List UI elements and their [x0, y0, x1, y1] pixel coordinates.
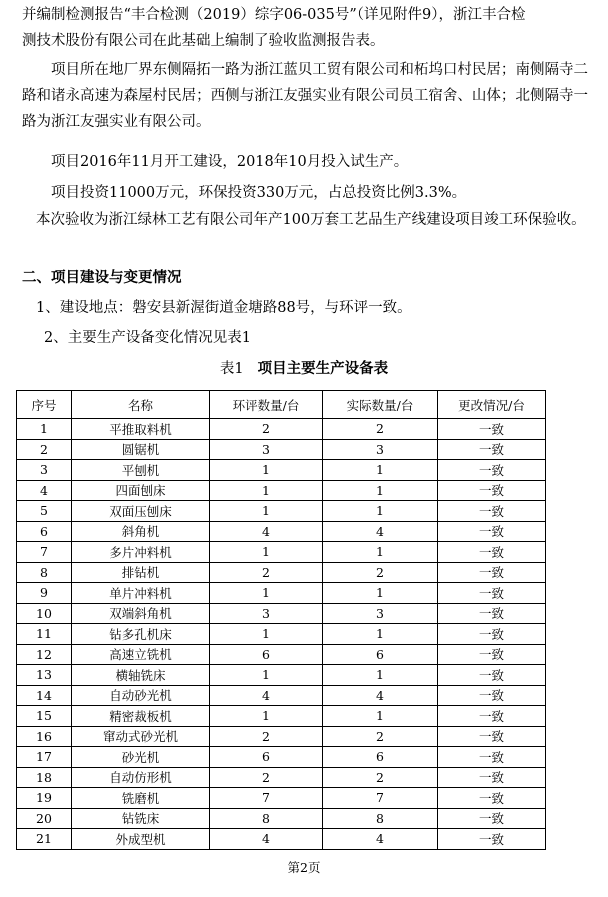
cell-index: 9: [17, 583, 72, 604]
table-row: [17, 808, 546, 829]
table-row: [17, 788, 546, 809]
cell-eia-qty: 4: [210, 829, 323, 850]
header-index: 序号: [17, 391, 72, 419]
cell-eia-qty: 1: [210, 665, 323, 686]
paragraph-investment: 项目投资11000万元，环保投资330万元，占总投资比例3.3%。: [51, 185, 467, 201]
cell-actual-qty: 1: [323, 460, 438, 481]
cell-change: 一致: [438, 808, 546, 829]
table-row: [17, 624, 546, 645]
cell-index: 3: [17, 460, 72, 481]
cell-change: 一致: [438, 439, 546, 460]
cell-index: 13: [17, 665, 72, 686]
cell-name: 单片冲料机: [72, 583, 210, 604]
cell-eia-qty: 6: [210, 747, 323, 768]
cell-eia-qty: 4: [210, 685, 323, 706]
cell-name: 自动砂光机: [72, 685, 210, 706]
cell-eia-qty: 1: [210, 501, 323, 522]
cell-name: 横轴铣床: [72, 665, 210, 686]
cell-index: 19: [17, 788, 72, 809]
cell-actual-qty: 4: [323, 685, 438, 706]
table-row: [17, 747, 546, 768]
cell-change: 一致: [438, 644, 546, 665]
cell-name: 窜动式砂光机: [72, 726, 210, 747]
cell-eia-qty: 1: [210, 460, 323, 481]
cell-name: 高速立铣机: [72, 644, 210, 665]
cell-actual-qty: 2: [323, 726, 438, 747]
cell-actual-qty: 4: [323, 521, 438, 542]
cell-eia-qty: 2: [210, 767, 323, 788]
cell-index: 5: [17, 501, 72, 522]
cell-name: 排钻机: [72, 562, 210, 583]
cell-eia-qty: 7: [210, 788, 323, 809]
cell-change: 一致: [438, 583, 546, 604]
cell-change: 一致: [438, 767, 546, 788]
cell-eia-qty: 6: [210, 644, 323, 665]
cell-change: 一致: [438, 665, 546, 686]
paragraph-acceptance: 本次验收为浙江绿林工艺有限公司年产100万套工艺品生产线建设项目竣工环保验收。: [36, 212, 586, 228]
cell-eia-qty: 1: [210, 706, 323, 727]
table-row: [17, 501, 546, 522]
cell-name: 铣磨机: [72, 788, 210, 809]
table-caption-number: 表1: [219, 361, 244, 377]
cell-index: 4: [17, 480, 72, 501]
cell-change: 一致: [438, 521, 546, 542]
cell-index: 10: [17, 603, 72, 624]
cell-eia-qty: 3: [210, 603, 323, 624]
cell-actual-qty: 2: [323, 419, 438, 440]
cell-name: 钻铣床: [72, 808, 210, 829]
cell-name: 平推取料机: [72, 419, 210, 440]
cell-eia-qty: 1: [210, 624, 323, 645]
cell-index: 2: [17, 439, 72, 460]
cell-change: 一致: [438, 480, 546, 501]
cell-name: 斜角机: [72, 521, 210, 542]
cell-change: 一致: [438, 419, 546, 440]
cell-name: 圆锯机: [72, 439, 210, 460]
paragraph-report: [22, 2, 588, 54]
table-row: [17, 644, 546, 665]
cell-name: 双面压刨床: [72, 501, 210, 522]
cell-name: 外成型机: [72, 829, 210, 850]
cell-index: 1: [17, 419, 72, 440]
cell-eia-qty: 2: [210, 562, 323, 583]
table-row: [17, 460, 546, 481]
table-row: [17, 583, 546, 604]
cell-index: 16: [17, 726, 72, 747]
page-number: 第2页: [287, 860, 321, 875]
cell-eia-qty: 2: [210, 726, 323, 747]
paragraph-schedule: 项目2016年11月开工建设，2018年10月投入试生产。: [51, 154, 409, 170]
cell-name: 四面刨床: [72, 480, 210, 501]
table-row: [17, 521, 546, 542]
cell-name: 钻多孔机床: [72, 624, 210, 645]
table-row: [17, 767, 546, 788]
equipment-table: [16, 390, 546, 850]
header-name: 名称: [72, 391, 210, 419]
cell-index: 20: [17, 808, 72, 829]
paragraph-report-line2: 测技术股份有限公司在此基础上编制了验收监测报告表。: [22, 33, 385, 49]
cell-name: 砂光机: [72, 747, 210, 768]
cell-actual-qty: 1: [323, 501, 438, 522]
section-heading: 二、项目建设与变更情况: [22, 270, 182, 286]
cell-name: 平刨机: [72, 460, 210, 481]
table-row: [17, 665, 546, 686]
table-caption-title: 项目主要生产设备表: [257, 361, 389, 377]
table-row: [17, 829, 546, 850]
cell-actual-qty: 1: [323, 706, 438, 727]
table-row: [17, 480, 546, 501]
table-row: [17, 685, 546, 706]
cell-index: 8: [17, 562, 72, 583]
cell-actual-qty: 1: [323, 583, 438, 604]
cell-actual-qty: 6: [323, 644, 438, 665]
table-row: [17, 419, 546, 440]
table-row: [17, 439, 546, 460]
table-row: [17, 726, 546, 747]
cell-eia-qty: 1: [210, 583, 323, 604]
cell-change: 一致: [438, 501, 546, 522]
list-item-location: 1、建设地点：磐安县新渥街道金塘路88号，与环评一致。: [36, 300, 412, 316]
table-row: [17, 542, 546, 563]
cell-change: 一致: [438, 706, 546, 727]
cell-actual-qty: 2: [323, 562, 438, 583]
cell-eia-qty: 8: [210, 808, 323, 829]
paragraph-report-line1: 并编制检测报告“丰合检测（2019）综字06-035号”（详见附件9），浙江丰合检: [22, 7, 526, 23]
cell-name: 多片冲料机: [72, 542, 210, 563]
cell-actual-qty: 1: [323, 480, 438, 501]
cell-change: 一致: [438, 562, 546, 583]
header-change: 更改情况/台: [438, 391, 546, 419]
cell-actual-qty: 8: [323, 808, 438, 829]
cell-actual-qty: 3: [323, 603, 438, 624]
cell-eia-qty: 1: [210, 480, 323, 501]
cell-eia-qty: 1: [210, 542, 323, 563]
cell-index: 6: [17, 521, 72, 542]
cell-index: 18: [17, 767, 72, 788]
cell-eia-qty: 3: [210, 439, 323, 460]
cell-actual-qty: 6: [323, 747, 438, 768]
table-row: [17, 562, 546, 583]
cell-change: 一致: [438, 685, 546, 706]
cell-name: 精密裁板机: [72, 706, 210, 727]
list-item-equipment: 2、主要生产设备变化情况见表1: [44, 330, 251, 346]
table-row: [17, 603, 546, 624]
cell-change: 一致: [438, 829, 546, 850]
cell-eia-qty: 4: [210, 521, 323, 542]
cell-change: 一致: [438, 603, 546, 624]
table-body: [17, 419, 546, 850]
cell-index: 14: [17, 685, 72, 706]
cell-index: 11: [17, 624, 72, 645]
cell-index: 17: [17, 747, 72, 768]
cell-index: 12: [17, 644, 72, 665]
cell-actual-qty: 1: [323, 665, 438, 686]
cell-change: 一致: [438, 542, 546, 563]
header-actual-qty: 实际数量/台: [323, 391, 438, 419]
cell-actual-qty: 7: [323, 788, 438, 809]
cell-change: 一致: [438, 788, 546, 809]
cell-index: 15: [17, 706, 72, 727]
cell-change: 一致: [438, 747, 546, 768]
cell-change: 一致: [438, 624, 546, 645]
cell-name: 自动仿形机: [72, 767, 210, 788]
cell-actual-qty: 3: [323, 439, 438, 460]
cell-change: 一致: [438, 726, 546, 747]
cell-name: 双端斜角机: [72, 603, 210, 624]
cell-index: 7: [17, 542, 72, 563]
cell-change: 一致: [438, 460, 546, 481]
cell-actual-qty: 1: [323, 542, 438, 563]
table-caption: [0, 358, 608, 380]
paragraph-location: 项目所在地厂界东侧隔拓一路为浙江蓝贝工贸有限公司和柘坞口村民居；南侧隔寺二路和诸永高速为森屋村民居；西侧与浙江友强实业有限公司员工宿舍、山体；北侧隔寺一路为浙江友强实业有限公司。: [22, 62, 588, 130]
cell-actual-qty: 1: [323, 624, 438, 645]
table-header-row: [17, 391, 546, 419]
cell-actual-qty: 2: [323, 767, 438, 788]
cell-eia-qty: 2: [210, 419, 323, 440]
header-eia-qty: 环评数量/台: [210, 391, 323, 419]
cell-index: 21: [17, 829, 72, 850]
cell-actual-qty: 4: [323, 829, 438, 850]
table-row: [17, 706, 546, 727]
